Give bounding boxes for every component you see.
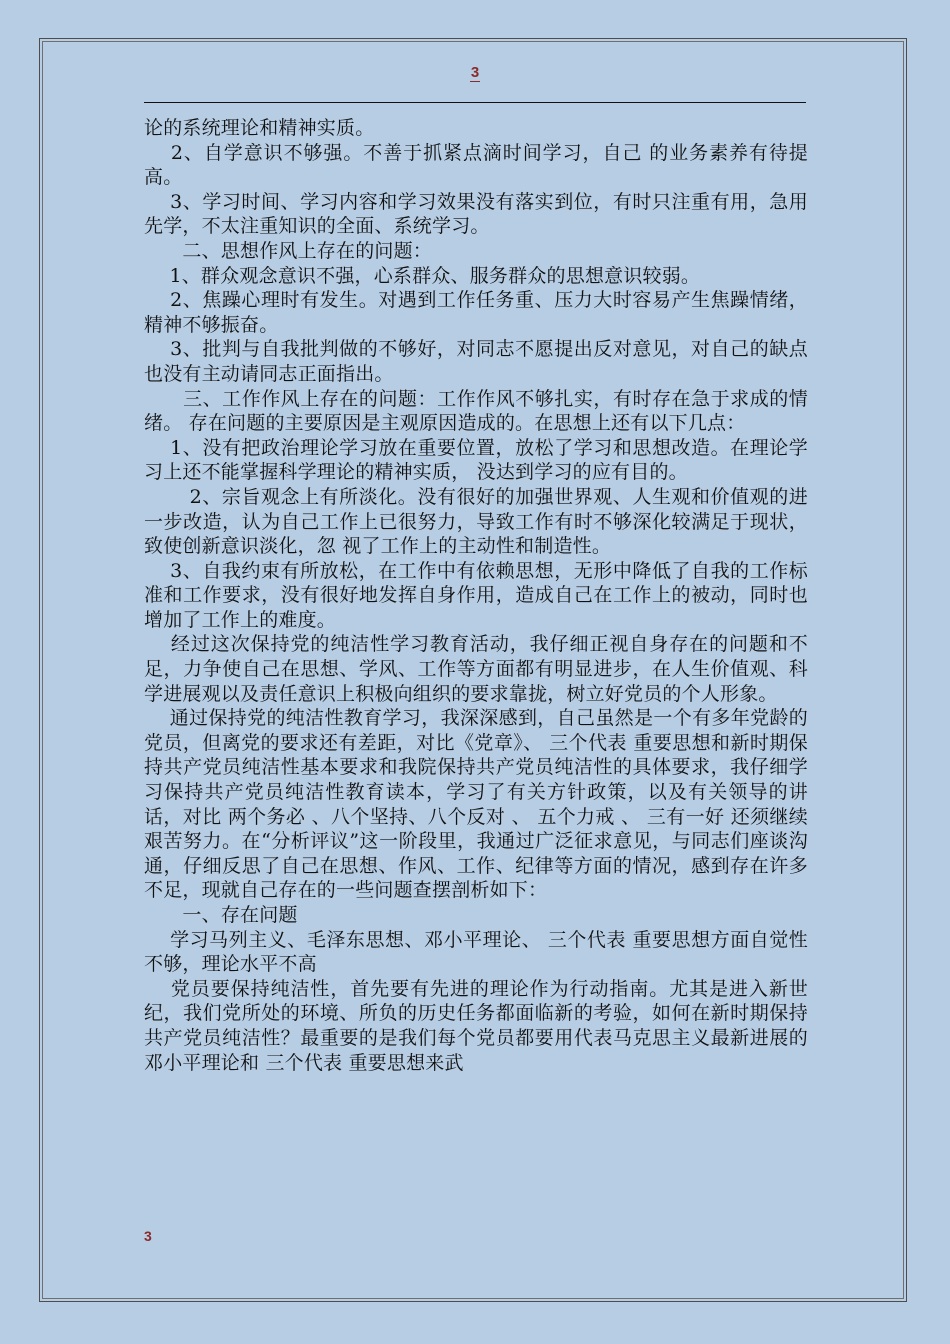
paragraph: 2、宗旨观念上有所淡化。没有很好的加强世界观、人生观和价值观的进一步改造，认为自己工作上已很努力，导致工作有时不够深化较满足于现状，致使创新意识淡化，忽 视了工作上的主动性和制造性。: [144, 485, 808, 558]
document-body: [144, 116, 808, 1224]
paragraph: 党员要保持纯洁性，首先要有先进的理论作为行动指南。尤其是进入新世纪，我们党所处的环境、所负的历史任务都面临新的考验，如何在新时期保持共产党员纯洁性？最重要的是我们每个党员都要用代表马克思主义最新进展的邓小平理论和 三个代表 重要思想来武: [144, 977, 808, 1074]
paragraph: 2、自学意识不够强。不善于抓紧点滴时间学习，自己 的业务素养有待提高。: [144, 141, 808, 189]
section-heading: 三、工作作风上存在的问题：工作作风不够扎实，有时存在急于求成的情绪。 存在问题的主要原因是主观原因造成的。在思想上还有以下几点：: [144, 387, 808, 435]
paragraph: 3、自我约束有所放松，在工作中有依赖思想，无形中降低了自我的工作标准和工作要求，没有很好地发挥自身作用，造成自己在工作上的被动，同时也增加了工作上的难度。: [144, 559, 808, 631]
paragraph: 论的系统理论和精神实质。: [144, 117, 375, 139]
paragraph: 3、批判与自我批判做的不够好，对同志不愿提出反对意见，对自己的缺点也没有主动请同志正面指出。: [144, 338, 808, 385]
section-heading: 一、存在问题: [144, 904, 298, 926]
paragraph: 2、焦躁心理时有发生。对遇到工作任务重、压力大时容易产生焦躁情绪，精神不够振奋。: [144, 289, 808, 336]
header-page-number: 3: [470, 64, 480, 81]
paragraph: 3、学习时间、学习内容和学习效果没有落实到位，有时只注重有用，急用先学，不太注重知识的全面、系统学习。: [144, 190, 808, 238]
paragraph: 经过这次保持党的纯洁性学习教育活动，我仔细正视自身存在的问题和不足，力争使自己在思想、学风、工作等方面都有明显进步，在人生价值观、科学进展观以及责任意识上积极向组织的要求靠拢，树立好党员的个人形象。: [144, 633, 808, 705]
paragraph: 1、群众观念意识不强，心系群众、服务群众的思想意识较弱。: [144, 264, 701, 287]
paragraph: 1、没有把政治理论学习放在重要位置，放松了学习和思想改造。在理论学习上还不能掌握科学理论的精神实质， 没达到学习的应有目的。: [144, 436, 808, 484]
header-divider: [144, 102, 806, 103]
paragraph: 学习马列主义、毛泽东思想、邓小平理论、 三个代表 重要思想方面自觉性不够，理论水平不高: [144, 928, 808, 976]
footer-page-number: 3: [144, 1228, 152, 1244]
paragraph: 通过保持党的纯洁性教育学习，我深深感到，自己虽然是一个有多年党龄的党员，但离党的要求还有差距，对比《党章》、 三个代表 重要思想和新时期保持共产党员纯洁性基本要求和我院保持共产党员纯洁性的具体要求，我仔细学习保持共产党员纯洁性教育读本，学习了有关方针政策，以及有关领导的讲话，对比 两个务必 、八个坚持、八个反对 、 五个力戒 、 三有一好 还须继续艰苦努力。在“分析评议”这一阶段里，我通过广泛征求意见，与同志们座谈沟通，仔细反思了自己在思想、作风、工作、纪律等方面的情况，感到存在许多不足，现就自己存在的一些问题查摆剖析如下：: [144, 707, 808, 902]
section-heading: 二、思想作风上存在的问题：: [144, 239, 433, 262]
